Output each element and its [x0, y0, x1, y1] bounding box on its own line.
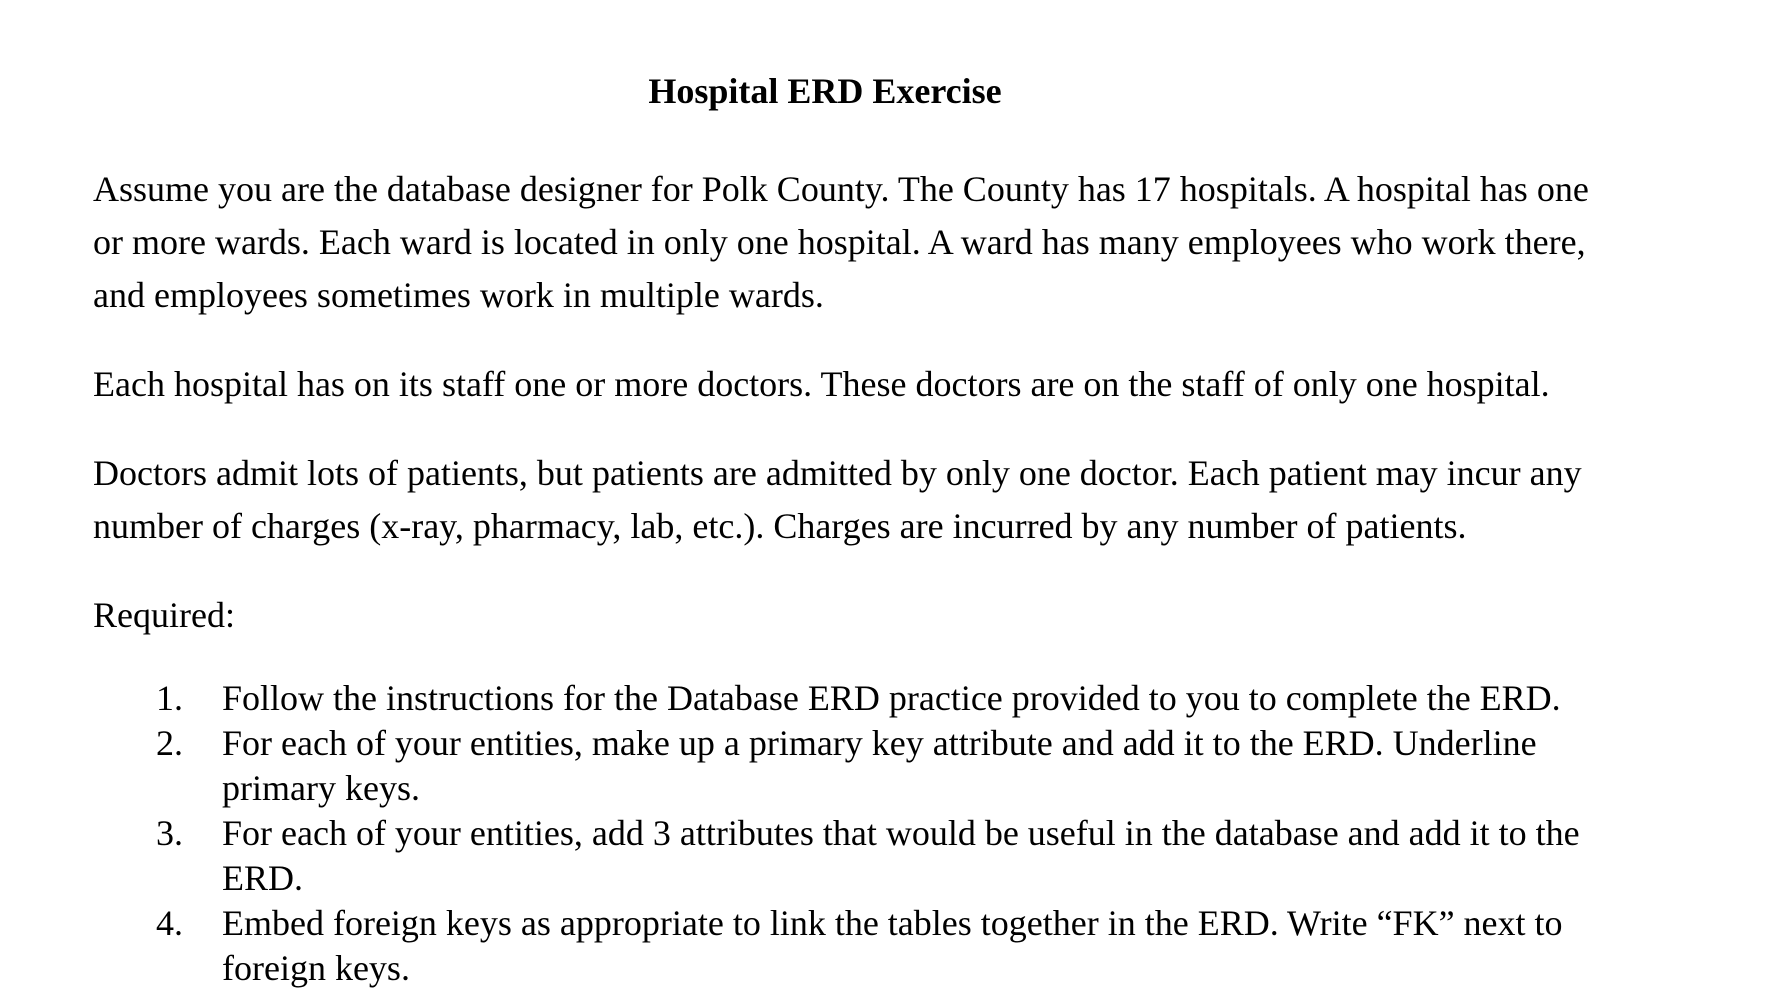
list-item-text: Follow the instructions for the Database ERD practice provided to you to complete the ERD.	[222, 678, 1561, 718]
list-item-text: Embed foreign keys as appropriate to link the tables together in the ERD. Write “FK” next to	[222, 903, 1563, 943]
patients-line-2: number of charges (x-ray, pharmacy, lab, etc.). Charges are incurred by any number of patients.	[93, 506, 1467, 546]
list-item-text: For each of your entities, add 3 attributes that would be useful in the database and add it to the	[222, 813, 1580, 853]
list-item-text-continued: ERD.	[222, 858, 303, 898]
patients-paragraph	[93, 447, 1770, 553]
list-item	[0, 721, 1770, 811]
doctors-line-1: Each hospital has on its staff one or more doctors. These doctors are on the staff of only one hospital.	[93, 364, 1550, 404]
list-item-number: 1.	[156, 678, 183, 718]
list-item	[0, 901, 1770, 991]
intro-line-2: or more wards. Each ward is located in only one hospital. A ward has many employees who work there,	[93, 222, 1586, 262]
list-item-number: 2.	[156, 723, 183, 763]
patients-line-1: Doctors admit lots of patients, but patients are admitted by only one doctor. Each patient may incur any	[93, 453, 1582, 493]
intro-line-3: and employees sometimes work in multiple wards.	[93, 275, 824, 315]
list-item-text-continued: foreign keys.	[222, 948, 410, 988]
requirements-list	[0, 676, 1770, 991]
intro-paragraph	[93, 163, 1770, 322]
doctors-paragraph	[93, 358, 1770, 411]
document-title: Hospital ERD Exercise	[648, 71, 1002, 111]
list-item-text-continued: primary keys.	[222, 768, 420, 808]
list-item-text: For each of your entities, make up a primary key attribute and add it to the ERD. Underline	[222, 723, 1537, 763]
list-item-number: 3.	[156, 813, 183, 853]
list-item	[0, 811, 1770, 901]
list-item	[0, 676, 1770, 721]
required-label: Required:	[93, 595, 235, 635]
list-item-number: 4.	[156, 903, 183, 943]
intro-line-1: Assume you are the database designer for Polk County. The County has 17 hospitals. A hospital has one	[93, 169, 1589, 209]
